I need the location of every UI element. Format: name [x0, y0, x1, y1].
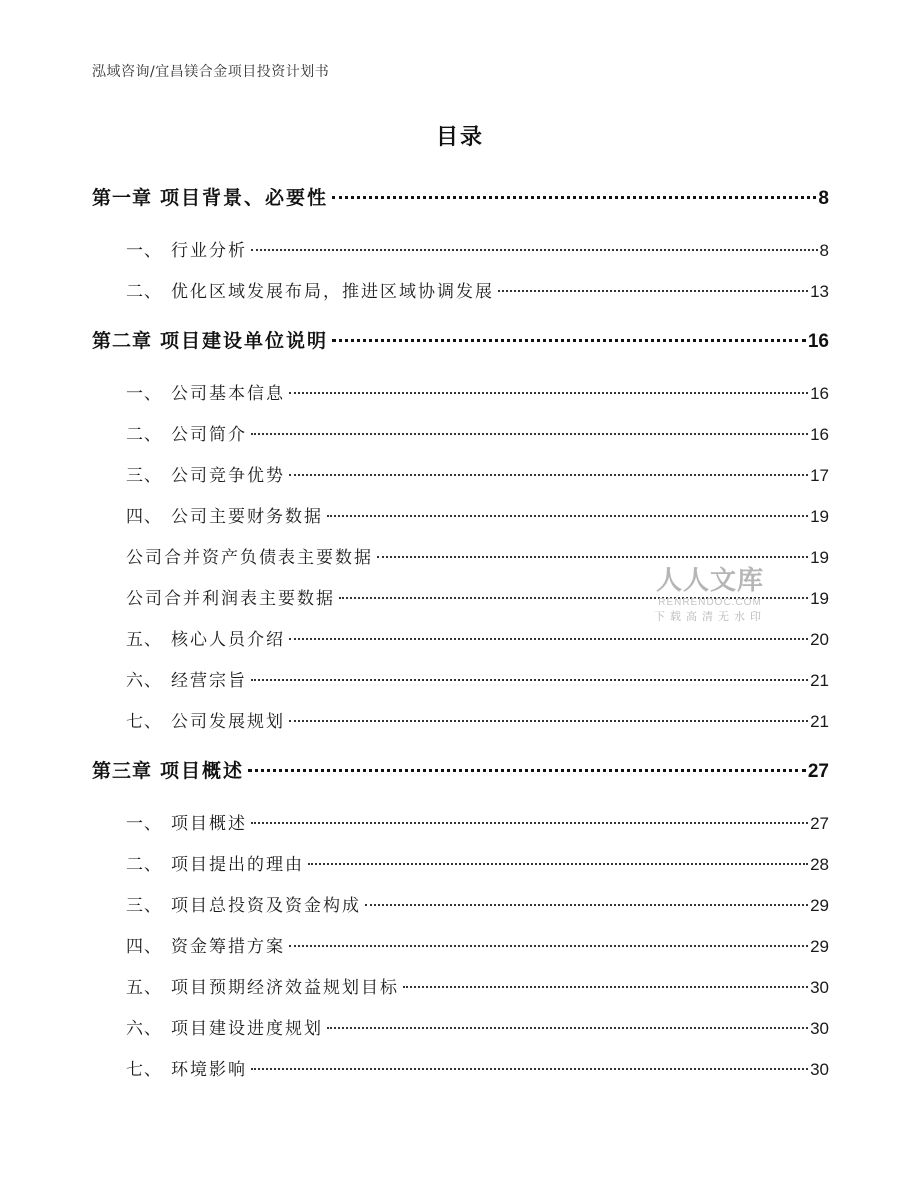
- toc-dot-leader: [377, 556, 808, 558]
- toc-section-label: 行业分析: [171, 241, 247, 261]
- toc-page-number: 21: [810, 671, 829, 690]
- toc-page-number: 28: [810, 855, 829, 874]
- toc-section-3-1[interactable]: [126, 809, 829, 834]
- toc-section-2-5[interactable]: [126, 625, 829, 650]
- toc-chapter-number: 第二章: [92, 330, 153, 352]
- running-header: 泓域咨询/宜昌镁合金项目投资计划书: [92, 64, 330, 80]
- toc-section-number: 六、: [126, 671, 162, 691]
- toc-page-number: 16: [810, 384, 829, 403]
- toc-page-number: 19: [810, 548, 829, 567]
- toc-dot-leader: [251, 1068, 808, 1070]
- toc-section-label: 项目预期经济效益规划目标: [171, 978, 399, 998]
- toc-section-label: 公司合并资产负债表主要数据: [126, 548, 373, 568]
- toc-section-number: 七、: [126, 1060, 162, 1080]
- toc-dot-leader: [251, 679, 808, 681]
- toc-section-2-3[interactable]: [126, 461, 829, 486]
- toc-section-3-4[interactable]: [126, 932, 829, 957]
- toc-subsection-income-statement[interactable]: [126, 584, 829, 609]
- toc-section-3-6[interactable]: [126, 1014, 829, 1039]
- toc-chapter-3[interactable]: [92, 756, 829, 783]
- toc-page-number: 13: [810, 282, 829, 301]
- toc-section-number: 一、: [126, 384, 162, 404]
- toc-page-number: 20: [810, 630, 829, 649]
- toc-section-number: 五、: [126, 978, 162, 998]
- toc-dot-leader: [289, 638, 808, 640]
- toc-section-label: 公司发展规划: [171, 712, 285, 732]
- toc-dot-leader: [332, 196, 816, 199]
- toc-section-number: 五、: [126, 630, 162, 650]
- toc-section-3-2[interactable]: [126, 850, 829, 875]
- toc-section-label: 项目概述: [171, 814, 247, 834]
- toc-chapter-1[interactable]: [92, 183, 829, 210]
- toc-page-number: 30: [810, 978, 829, 997]
- toc-chapter-label: 项目建设单位说明: [160, 330, 329, 352]
- toc-section-3-7[interactable]: [126, 1055, 829, 1080]
- toc-section-2-4[interactable]: [126, 502, 829, 527]
- toc-dot-leader: [403, 986, 808, 988]
- toc-section-number: 二、: [126, 425, 162, 445]
- toc-section-2-1[interactable]: [126, 379, 829, 404]
- toc-section-number: 七、: [126, 712, 162, 732]
- toc-section-number: 二、: [126, 855, 162, 875]
- toc-page-number: 27: [810, 814, 829, 833]
- toc-dot-leader: [289, 474, 808, 476]
- toc-chapter-label: 项目概述: [160, 760, 245, 782]
- watermark-subtitle: 下载高清无水印: [654, 610, 766, 623]
- toc-chapter-number: 第三章: [92, 760, 153, 782]
- toc-dot-leader: [308, 863, 808, 865]
- toc-dot-leader: [327, 1027, 808, 1029]
- toc-section-3-5[interactable]: [126, 973, 829, 998]
- toc-dot-leader: [339, 597, 808, 599]
- toc-dot-leader: [289, 720, 808, 722]
- toc-section-label: 公司简介: [171, 425, 247, 445]
- toc-dot-leader: [289, 392, 808, 394]
- watermark-logo-text: 人人文库: [655, 566, 764, 596]
- toc-dot-leader: [332, 339, 806, 342]
- toc-section-label: 项目总投资及资金构成: [171, 896, 361, 916]
- toc-section-number: 二、: [126, 282, 162, 302]
- toc-section-number: 四、: [126, 937, 162, 957]
- toc-section-2-6[interactable]: [126, 666, 829, 691]
- toc-dot-leader: [327, 515, 808, 517]
- toc-dot-leader: [251, 822, 808, 824]
- toc-section-2-7[interactable]: [126, 707, 829, 732]
- toc-page-number: 30: [810, 1019, 829, 1038]
- toc-section-number: 三、: [126, 466, 162, 486]
- toc-section-label: 环境影响: [171, 1060, 247, 1080]
- toc-section-label: 项目提出的理由: [171, 855, 304, 875]
- toc-section-label: 优化区域发展布局，推进区域协调发展: [171, 282, 494, 302]
- toc-page-number: 30: [810, 1060, 829, 1079]
- toc-section-number: 六、: [126, 1019, 162, 1039]
- toc-section-label: 经营宗旨: [171, 671, 247, 691]
- watermark-url: RENRENDOC.COM: [658, 597, 762, 608]
- toc-dot-leader: [289, 945, 808, 947]
- toc-section-number: 三、: [126, 896, 162, 916]
- toc-section-label: 公司竞争优势: [171, 466, 285, 486]
- toc-section-label: 资金筹措方案: [171, 937, 285, 957]
- toc-page-number: 16: [807, 331, 829, 352]
- toc-page-number: 19: [810, 589, 829, 608]
- toc-section-label: 公司主要财务数据: [171, 507, 323, 527]
- toc-page-number: 16: [810, 425, 829, 444]
- toc-section-label: 公司基本信息: [171, 384, 285, 404]
- toc-section-number: 一、: [126, 814, 162, 834]
- toc-page-number: 29: [810, 896, 829, 915]
- toc-page-number: 17: [810, 466, 829, 485]
- toc-section-1-2[interactable]: [126, 277, 829, 302]
- toc-dot-leader: [498, 290, 808, 292]
- toc-section-2-2[interactable]: [126, 420, 829, 445]
- toc-section-3-3[interactable]: [126, 891, 829, 916]
- toc-page-number: 8: [818, 188, 829, 209]
- toc-section-label: 公司合并利润表主要数据: [126, 589, 335, 609]
- toc-dot-leader: [251, 249, 818, 251]
- toc-dot-leader: [251, 433, 808, 435]
- toc-page-number: 19: [810, 507, 829, 526]
- toc-chapter-2[interactable]: [92, 326, 829, 353]
- toc-section-label: 核心人员介绍: [171, 630, 285, 650]
- toc-section-1-1[interactable]: [126, 236, 829, 261]
- toc-chapter-number: 第一章: [92, 187, 153, 209]
- toc-dot-leader: [248, 769, 806, 772]
- toc-subsection-balance-sheet[interactable]: [126, 543, 829, 568]
- toc-section-number: 四、: [126, 507, 162, 527]
- toc-section-label: 项目建设进度规划: [171, 1019, 323, 1039]
- toc-page-number: 8: [819, 241, 829, 260]
- toc-page-number: 27: [807, 761, 829, 782]
- toc-page-number: 21: [810, 712, 829, 731]
- toc-title: 目录: [435, 125, 484, 150]
- toc-section-number: 一、: [126, 241, 162, 261]
- toc-chapter-label: 项目背景、必要性: [160, 187, 329, 209]
- toc-page-number: 29: [810, 937, 829, 956]
- toc-dot-leader: [365, 904, 808, 906]
